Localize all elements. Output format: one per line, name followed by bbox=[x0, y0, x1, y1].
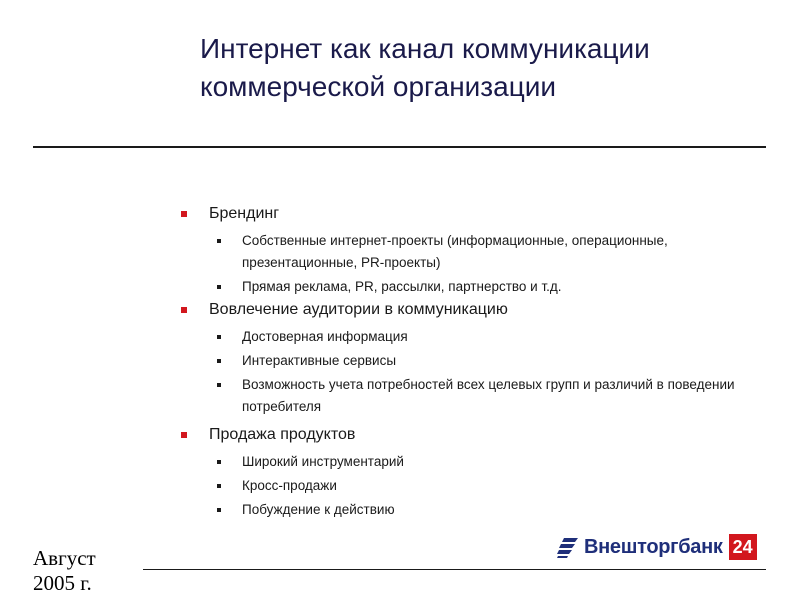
list-item bbox=[176, 374, 766, 418]
square-bullet-icon bbox=[217, 359, 221, 363]
footer-date bbox=[33, 546, 96, 596]
section-heading-branding bbox=[176, 204, 766, 224]
list-item bbox=[176, 230, 766, 274]
square-bullet-icon bbox=[217, 460, 221, 464]
section-heading-sales bbox=[176, 425, 766, 445]
list-item-text: Возможность учета потребностей всех целевых групп и различий в поведении потребителя bbox=[242, 377, 735, 414]
red-square-bullet-icon bbox=[181, 211, 187, 217]
square-bullet-icon bbox=[217, 383, 221, 387]
bank-logo-badge: 24 bbox=[729, 534, 757, 560]
square-bullet-icon bbox=[217, 239, 221, 243]
list-item bbox=[176, 276, 766, 298]
square-bullet-icon bbox=[217, 285, 221, 289]
footer-date-year: 2005 г. bbox=[33, 571, 92, 595]
bank-logo-mark-icon bbox=[556, 536, 580, 558]
slide-title bbox=[200, 30, 760, 106]
bank-logo bbox=[556, 533, 757, 561]
section-heading-audience bbox=[176, 300, 766, 320]
list-item bbox=[176, 326, 766, 348]
footer-divider bbox=[143, 569, 766, 570]
square-bullet-icon bbox=[217, 508, 221, 512]
red-square-bullet-icon bbox=[181, 432, 187, 438]
section-heading-text: Продажа продуктов bbox=[209, 426, 356, 443]
list-item-text: Собственные интернет-проекты (информационные, операционные, презентационные, PR-проекты) bbox=[242, 233, 668, 270]
bank-logo-text: Внешторгбанк bbox=[584, 536, 723, 558]
slide-title-line-2: коммерческой организации bbox=[200, 71, 557, 102]
red-square-bullet-icon bbox=[181, 307, 187, 313]
list-item-text: Побуждение к действию bbox=[242, 502, 395, 517]
section-heading-text: Вовлечение аудитории в коммуникацию bbox=[209, 301, 508, 318]
list-item-text: Интерактивные сервисы bbox=[242, 353, 397, 368]
section-heading-text: Брендинг bbox=[209, 205, 280, 222]
bullet-list bbox=[176, 204, 766, 523]
footer-date-month: Август bbox=[33, 546, 96, 570]
list-item bbox=[176, 350, 766, 372]
list-item-text: Широкий инструментарий bbox=[242, 454, 404, 469]
list-item-text: Достоверная информация bbox=[242, 329, 408, 344]
list-item bbox=[176, 475, 766, 497]
slide-title-line-1: Интернет как канал коммуникации bbox=[200, 33, 650, 64]
title-divider bbox=[33, 146, 766, 148]
square-bullet-icon bbox=[217, 484, 221, 488]
list-item-text: Прямая реклама, PR, рассылки, партнерство и т.д. bbox=[242, 279, 562, 294]
square-bullet-icon bbox=[217, 335, 221, 339]
list-item bbox=[176, 451, 766, 473]
list-item-text: Кросс-продажи bbox=[242, 478, 337, 493]
list-item bbox=[176, 499, 766, 521]
